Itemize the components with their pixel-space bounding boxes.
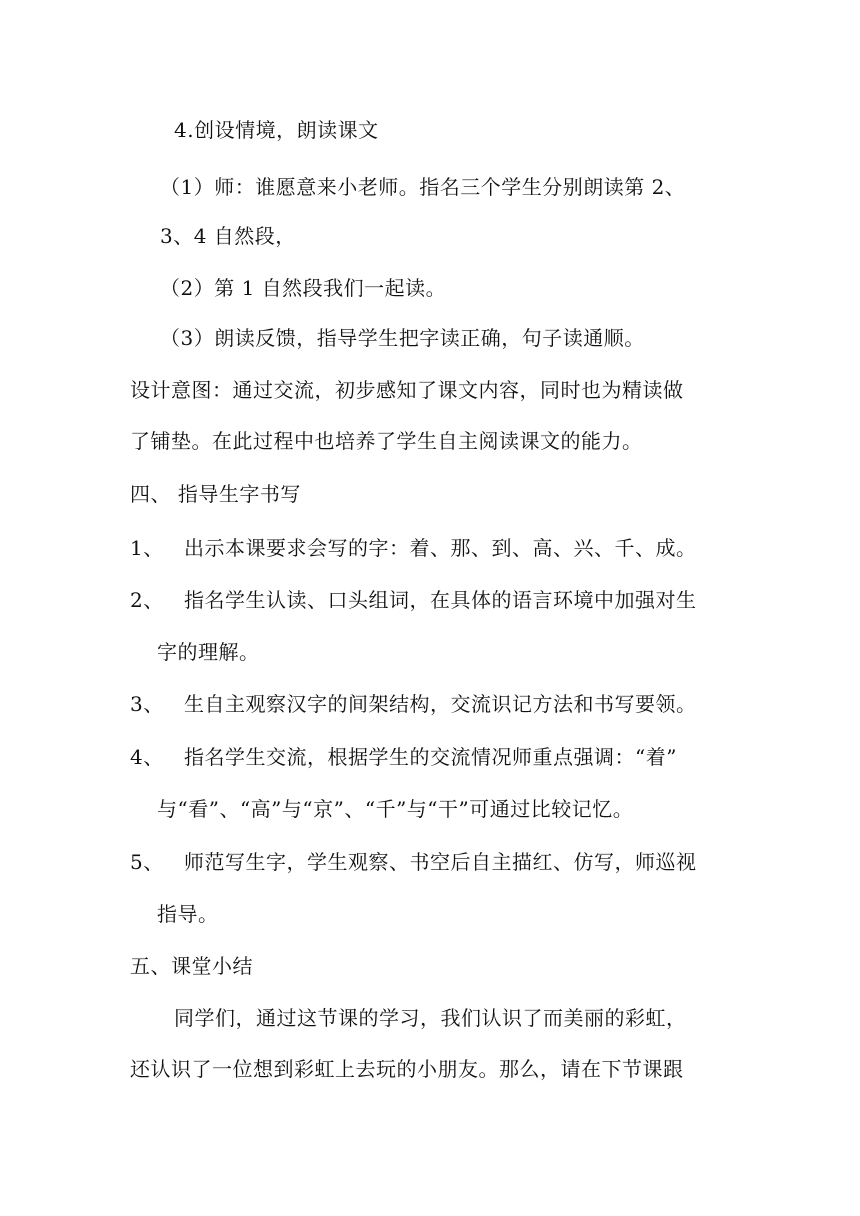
summary-line: 同学们，通过这节课的学习，我们认识了而美丽的彩虹， xyxy=(174,1006,687,1030)
paragraph-line: 3、4 自然段， xyxy=(160,224,296,248)
list-item: 指名学生交流，根据学生的交流情况师重点强调：“着” xyxy=(184,745,677,769)
list-number: 3、 xyxy=(130,692,164,716)
list-item: 指名学生认读、口头组词，在具体的语言环境中加强对生 xyxy=(184,588,697,612)
list-item-continuation: 指导。 xyxy=(157,902,219,926)
list-number: 1、 xyxy=(130,536,164,560)
list-number: 2、 xyxy=(130,588,164,612)
section-heading-four: 四、 指导生字书写 xyxy=(130,482,301,506)
list-item-continuation: 与“看”、“高”与“京”、“千”与“干”可通过比较记忆。 xyxy=(157,797,634,821)
section-heading-4: 4.创设情境，朗读课文 xyxy=(174,118,379,142)
list-item-continuation: 字的理解。 xyxy=(157,640,260,664)
summary-line: 还认识了一位想到彩虹上去玩的小朋友。那么，请在下节课跟 xyxy=(130,1057,684,1081)
design-intent-line: 设计意图：通过交流，初步感知了课文内容，同时也为精读做 xyxy=(130,378,684,402)
paragraph-line: （1）师：谁愿意来小老师。指名三个学生分别朗读第 2、 xyxy=(160,175,686,199)
design-intent-line: 了铺垫。在此过程中也培养了学生自主阅读课文的能力。 xyxy=(130,429,643,453)
section-heading-five: 五、课堂小结 xyxy=(130,954,253,978)
list-item: 出示本课要求会写的字：着、那、到、高、兴、千、成。 xyxy=(184,536,697,560)
paragraph-line: （2）第 1 自然段我们一起读。 xyxy=(160,276,447,300)
list-item: 生自主观察汉字的间架结构，交流识记方法和书写要领。 xyxy=(184,692,697,716)
list-number: 5、 xyxy=(130,850,164,874)
paragraph-line: （3）朗读反馈，指导学生把字读正确，句子读通顺。 xyxy=(160,326,645,350)
list-item: 师范写生字，学生观察、书空后自主描红、仿写，师巡视 xyxy=(184,850,697,874)
list-number: 4、 xyxy=(130,745,164,769)
